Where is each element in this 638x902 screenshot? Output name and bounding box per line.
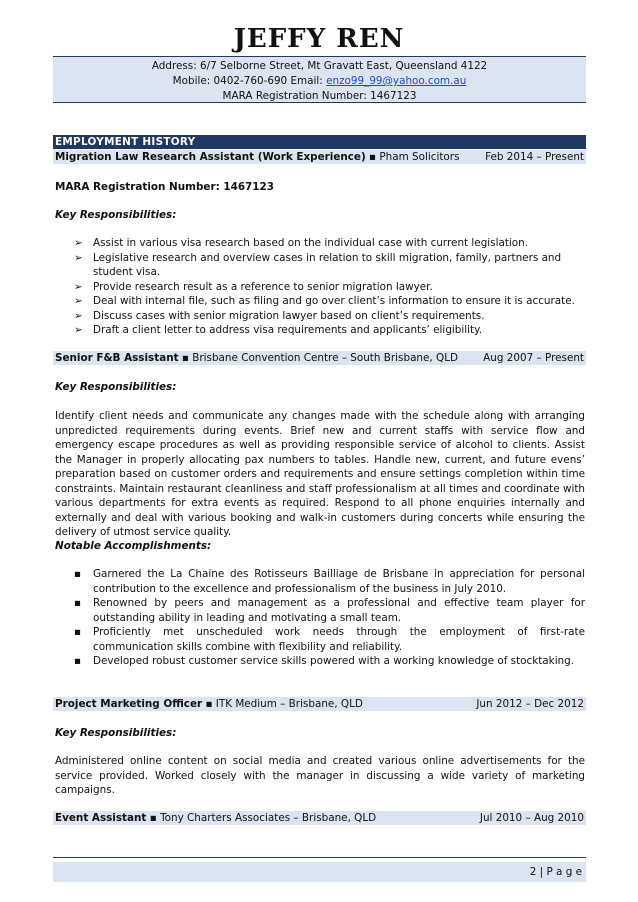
arrow-bullet-icon: ➢ bbox=[74, 324, 83, 336]
arrow-bullet-icon: ➢ bbox=[74, 251, 83, 264]
job-2-accomplishments bbox=[55, 567, 585, 669]
job-bar-3 bbox=[53, 697, 586, 711]
contact-box bbox=[53, 56, 586, 103]
footer-divider bbox=[53, 857, 586, 858]
job-title: Senior F&B Assistant bbox=[55, 352, 179, 364]
list-item: ▪ Proficiently met unscheduled work needs through the employment of first-rate communication skills combine with flexibility and reliability. bbox=[74, 626, 585, 653]
arrow-bullet-icon: ➢ bbox=[74, 309, 83, 322]
mobile-email-line bbox=[53, 74, 586, 89]
job-dates: Feb 2014 – Present bbox=[485, 151, 584, 163]
job-title: Event Assistant bbox=[55, 812, 147, 824]
resp-heading: Key Responsibilities: bbox=[55, 381, 177, 393]
candidate-name: JEFFY REN bbox=[233, 24, 405, 54]
job-mara: MARA Registration Number: 1467123 bbox=[55, 181, 274, 193]
arrow-bullet-icon: ➢ bbox=[74, 295, 83, 307]
list-item: ▪ Developed robust customer service skills powered with a working knowledge of stocktaking. bbox=[74, 655, 575, 667]
arrow-bullet-icon: ➢ bbox=[74, 237, 83, 249]
address-line: Address: 6/7 Selborne Street, Mt Gravatt East, Queensland 4122 bbox=[151, 60, 488, 72]
job-dates: Aug 2007 – Present bbox=[483, 352, 584, 364]
job-employer: Pham Solicitors bbox=[379, 151, 460, 163]
mobile-text: Mobile: 0402-760-690 Email: bbox=[172, 75, 327, 87]
job-employer: ITK Medium – Brisbane, QLD bbox=[215, 698, 363, 710]
list-item: ➢ Deal with internal file, such as filing and go over client’s information to ensure it is accurate. bbox=[74, 295, 575, 307]
list-item: ▪ Renowned by peers and management as a professional and effective team player for outstanding ability in leading and motivating a small team. bbox=[74, 597, 585, 624]
separator-icon: ▪ bbox=[205, 698, 213, 710]
job-bar-1 bbox=[53, 150, 586, 164]
job-title: Migration Law Research Assistant (Work Experience) bbox=[55, 151, 366, 163]
separator-icon: ▪ bbox=[149, 812, 157, 824]
square-bullet-icon: ▪ bbox=[74, 655, 82, 667]
list-item: ➢ Assist in various visa research based on the individual case with current legislation. bbox=[74, 237, 529, 249]
mara-line: MARA Registration Number: 1467123 bbox=[222, 90, 417, 102]
job-bar-4 bbox=[53, 811, 586, 825]
resp-heading: Key Responsibilities: bbox=[55, 209, 177, 221]
list-item: ➢ Legislative research and overview cases in relation to skill migration, family, partners and student visa. bbox=[74, 251, 562, 278]
square-bullet-icon: ▪ bbox=[74, 626, 82, 638]
job-dates: Jun 2012 – Dec 2012 bbox=[476, 698, 584, 710]
job-dates: Jul 2010 – Aug 2010 bbox=[479, 812, 584, 824]
separator-icon: ▪ bbox=[181, 352, 189, 364]
accomplishments-heading: Notable Accomplishments: bbox=[55, 540, 212, 552]
job-1-bullets bbox=[55, 236, 585, 338]
job-bar-2 bbox=[53, 351, 586, 365]
page-number: 2 | P a g e bbox=[529, 866, 582, 878]
separator-icon: ▪ bbox=[369, 151, 377, 163]
list-item: ▪ Garnered the La Chaine des Rotisseurs Bailliage de Brisbane in appreciation for personal contribution to the excellence and professionalism of the business in July 2010. bbox=[74, 568, 585, 595]
job-3-paragraph: Administered online content on social media and created various online advertisements for the service provided. Worked closely with the manager in discussing a wide variety of marketing campaigns. bbox=[55, 755, 585, 796]
arrow-bullet-icon: ➢ bbox=[74, 280, 83, 293]
square-bullet-icon: ▪ bbox=[74, 597, 82, 609]
job-2-paragraph: Identify client needs and communicate any changes made with the schedule along with arranging unpredicted requirements during events. Brief new and current staffs with service flow and emergency escape procedures as well as providing responsible service of alcohol to clients. Assist the Manager in properly allocating pax numbers to tables. Handle new, current, and future evens’ preparation based on customer orders and requirements and ensure settings completion within time constraints. Maintain restaurant cleanliness and staff professionalism at all times and coordinate with various departments for extra events as required. Respond to all phone enquiries internally and externally and deal with various booking and walk-in customers during concerts while ensuring the delivery of utmost service quality. bbox=[55, 410, 585, 538]
list-item: ➢ Discuss cases with senior migration lawyer based on client’s requirements. bbox=[74, 309, 485, 322]
employment-history-heading: EMPLOYMENT HISTORY bbox=[53, 135, 586, 149]
page-footer bbox=[53, 862, 586, 882]
job-title: Project Marketing Officer bbox=[55, 698, 203, 710]
job-employer: Brisbane Convention Centre – South Brisbane, QLD bbox=[192, 352, 458, 364]
job-employer: Tony Charters Associates – Brisbane, QLD bbox=[160, 812, 377, 824]
square-bullet-icon: ▪ bbox=[74, 568, 82, 580]
resp-heading: Key Responsibilities: bbox=[55, 727, 177, 739]
list-item: ➢ Provide research result as a reference to senior migration lawyer. bbox=[74, 280, 433, 293]
list-item: ➢ Draft a client letter to address visa requirements and applicants’ eligibility. bbox=[74, 324, 483, 336]
email-link[interactable]: enzo99_99@yahoo.com.au bbox=[326, 75, 467, 87]
